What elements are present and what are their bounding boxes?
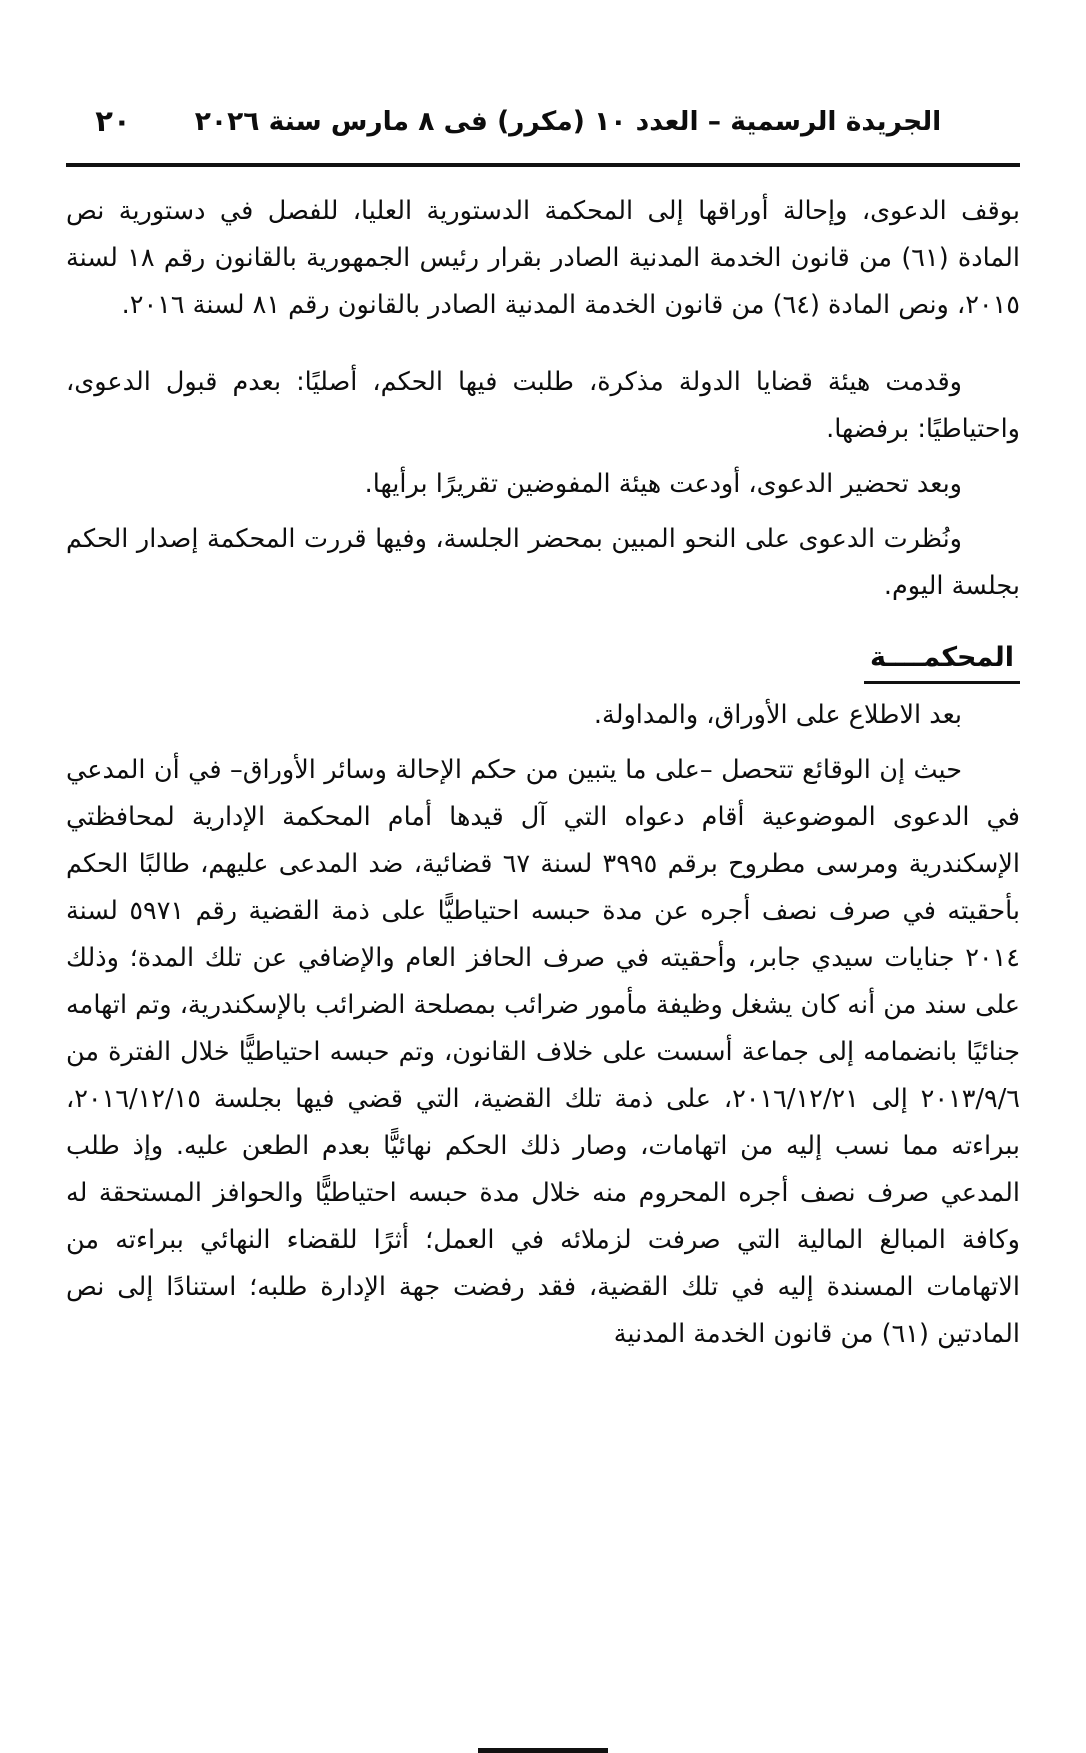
paragraph-case-facts: حيث إن الوقائع تتحصل –على ما يتبين من حكم الإحالة وسائر الأوراق– في أن المدعي في الدعوى الموضوعية أقام دعواه التي آل قيدها أمام المحكمة الإدارية لمحافظتي الإسكندرية ومرسى مطروح برقم ٣٩٩٥ لسنة ٦٧ قضائية، ضد المدعى عليهم، طالبًا الحكم بأحقيته في صرف نصف أجره عن مدة حبسه احتياطيًّا على ذمة القضية رقم ٥٩٧١ لسنة ٢٠١٤ جنايات سيدي جابر، وأحقيته في صرف الحافز العام والإضافي عن تلك المدة؛ وذلك على سند من أنه كان يشغل وظيفة مأمور ضرائب بمصلحة الضرائب بالإسكندرية، وتم اتهامه جنائيًا بانضمامه إلى جماعة أسست على خلاف القانون، وتم حبسه احتياطيًّا خلال الفترة من ٢٠١٣/٩/٦ إلى ٢٠١٦/١٢/٢١، على ذمة تلك القضية، التي قضي فيها بجلسة ٢٠١٦/١٢/١٥، ببراءته مما نسب إليه من اتهامات، وصار ذلك الحكم نهائيًّا بعدم الطعن عليه. وإذ طلب المدعي صرف نصف أجره المحروم منه خلال مدة حبسه احتياطيًّا والحوافز المستحقة له وكافة المبالغ المالية التي صرفت لزملائه في العمل؛ أثرًا للقضاء النهائي ببراءته من الاتهامات المسندة إليه في تلك القضية، فقد رفضت جهة الإدارة طلبه؛ استنادًا إلى نص المادتين (٦١) من قانون الخدمة المدنية xyxy=(66,755,1020,1349)
document-body xyxy=(66,188,1020,1358)
gazette-header-title: الجريدة الرسمية – العدد ١٠ (مكرر) فى ٨ مارس سنة ٢٠٢٦ xyxy=(194,105,942,137)
paragraph-session-held: ونُظرت الدعوى على النحو المبين بمحضر الجلسة، وفيها قررت المحكمة إصدار الحكم بجلسة اليوم. xyxy=(66,524,1020,601)
paragraph-commissioners-report: وبعد تحضير الدعوى، أودعت هيئة المفوضين تقريرًا برأيها. xyxy=(364,469,962,499)
paragraph-state-litigation-authority: وقدمت هيئة قضايا الدولة مذكرة، طلبت فيها الحكم، أصليًا: بعدم قبول الدعوى، واحتياطيًا: برفضها. xyxy=(66,367,1020,444)
paragraph-continued-ruling: بوقف الدعوى، وإحالة أوراقها إلى المحكمة الدستورية العليا، للفصل في دستورية نص المادة (٦١) من قانون الخدمة المدنية الصادر بقرار رئيس الجمهورية بالقانون رقم ١٨ لسنة ٢٠١٥، ونص المادة (٦٤) من قانون الخدمة المدنية الصادر بالقانون رقم ٨١ لسنة ٢٠١٦. xyxy=(66,196,1020,320)
page-number: ٢٠ xyxy=(95,103,131,138)
paragraph-after-review: بعد الاطلاع على الأوراق، والمداولة. xyxy=(593,700,962,730)
header-divider-rule xyxy=(66,163,1020,167)
court-section-heading: المحكمــــة xyxy=(864,638,1020,684)
footer-rule-stub xyxy=(478,1748,608,1753)
page-header xyxy=(68,98,1018,144)
court-heading-container xyxy=(66,638,1020,684)
